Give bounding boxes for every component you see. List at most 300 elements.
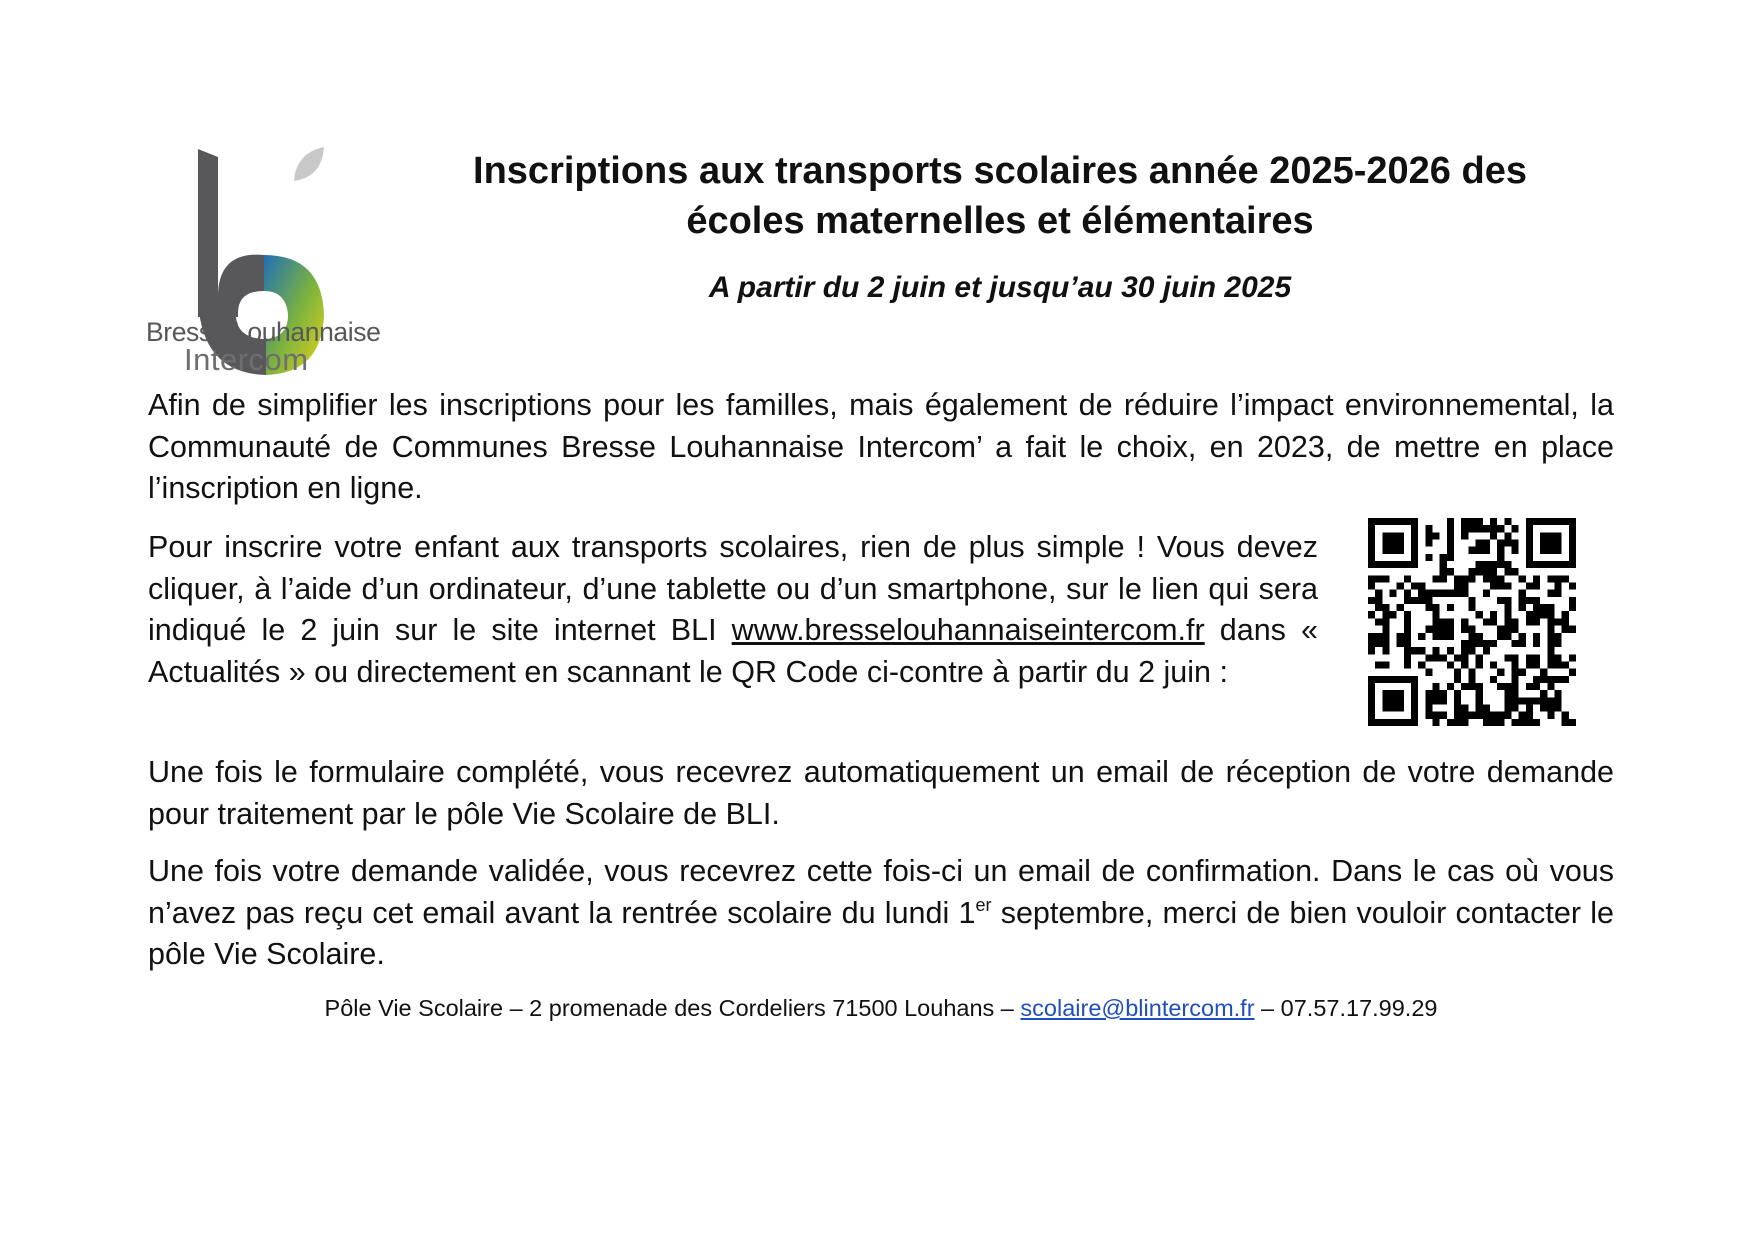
- qr-module: [1425, 590, 1432, 597]
- qr-module: [1411, 676, 1418, 683]
- qr-module: [1425, 525, 1432, 532]
- qr-module: [1375, 633, 1382, 640]
- qr-module: [1368, 704, 1375, 711]
- qr-module: [1497, 683, 1504, 690]
- qr-module: [1547, 611, 1554, 618]
- qr-module: [1382, 540, 1389, 547]
- qr-module: [1511, 676, 1518, 683]
- qr-module: [1382, 719, 1389, 726]
- qr-module: [1511, 654, 1518, 661]
- qr-code-icon: [1368, 518, 1576, 726]
- qr-module: [1533, 575, 1540, 582]
- qr-module: [1504, 633, 1511, 640]
- qr-module: [1468, 568, 1475, 575]
- qr-module: [1554, 640, 1561, 647]
- qr-module: [1468, 669, 1475, 676]
- qr-module: [1404, 575, 1411, 582]
- qr-module: [1447, 590, 1454, 597]
- qr-module: [1533, 719, 1540, 726]
- qr-module: [1511, 618, 1518, 625]
- qr-module: [1425, 690, 1432, 697]
- qr-module: [1461, 518, 1468, 525]
- qr-module: [1375, 561, 1382, 568]
- qr-module: [1382, 518, 1389, 525]
- qr-module: [1433, 633, 1440, 640]
- qr-module: [1461, 712, 1468, 719]
- qr-module: [1533, 604, 1540, 611]
- qr-module: [1562, 712, 1569, 719]
- qr-module: [1368, 525, 1375, 532]
- qr-module: [1440, 697, 1447, 704]
- paragraph-confirmation: [148, 851, 1614, 976]
- qr-module: [1433, 690, 1440, 697]
- qr-module: [1433, 719, 1440, 726]
- qr-module: [1382, 626, 1389, 633]
- qr-module: [1526, 661, 1533, 668]
- qr-module: [1519, 719, 1526, 726]
- qr-module: [1490, 640, 1497, 647]
- qr-module: [1547, 661, 1554, 668]
- qr-module: [1397, 640, 1404, 647]
- qr-module: [1468, 676, 1475, 683]
- qr-module: [1554, 583, 1561, 590]
- qr-module: [1440, 626, 1447, 633]
- qr-module: [1519, 633, 1526, 640]
- qr-module: [1511, 669, 1518, 676]
- qr-module: [1454, 583, 1461, 590]
- qr-module: [1433, 654, 1440, 661]
- qr-module: [1440, 568, 1447, 575]
- qr-module: [1397, 697, 1404, 704]
- qr-module: [1433, 712, 1440, 719]
- qr-module: [1562, 676, 1569, 683]
- qr-module: [1540, 532, 1547, 539]
- qr-module: [1433, 532, 1440, 539]
- qr-module: [1382, 633, 1389, 640]
- qr-module: [1447, 568, 1454, 575]
- qr-module: [1483, 561, 1490, 568]
- qr-module: [1411, 518, 1418, 525]
- qr-module: [1547, 697, 1554, 704]
- qr-module: [1569, 669, 1576, 676]
- qr-module: [1490, 618, 1497, 625]
- qr-module: [1540, 611, 1547, 618]
- qr-module: [1497, 633, 1504, 640]
- qr-module: [1569, 719, 1576, 726]
- qr-module: [1497, 561, 1504, 568]
- qr-module: [1433, 590, 1440, 597]
- qr-module: [1490, 719, 1497, 726]
- qr-module: [1397, 719, 1404, 726]
- qr-module: [1368, 583, 1375, 590]
- qr-module: [1547, 604, 1554, 611]
- qr-module: [1554, 590, 1561, 597]
- qr-module: [1490, 575, 1497, 582]
- qr-module: [1468, 525, 1475, 532]
- qr-module: [1490, 661, 1497, 668]
- qr-module: [1490, 676, 1497, 683]
- qr-module: [1519, 597, 1526, 604]
- qr-module: [1540, 690, 1547, 697]
- qr-module: [1440, 654, 1447, 661]
- qr-module: [1447, 604, 1454, 611]
- qr-module: [1461, 590, 1468, 597]
- qr-module: [1554, 676, 1561, 683]
- qr-module: [1504, 618, 1511, 625]
- qr-module: [1375, 676, 1382, 683]
- qr-module: [1483, 719, 1490, 726]
- qr-module: [1569, 654, 1576, 661]
- qr-module: [1490, 518, 1497, 525]
- qr-module: [1569, 547, 1576, 554]
- qr-module: [1468, 597, 1475, 604]
- qr-module: [1504, 626, 1511, 633]
- qr-module: [1411, 583, 1418, 590]
- qr-module: [1382, 575, 1389, 582]
- qr-module: [1476, 568, 1483, 575]
- qr-module: [1390, 540, 1397, 547]
- qr-module: [1433, 618, 1440, 625]
- qr-module: [1526, 597, 1533, 604]
- qr-module: [1490, 712, 1497, 719]
- qr-module: [1511, 626, 1518, 633]
- qr-module: [1569, 597, 1576, 604]
- qr-module: [1554, 532, 1561, 539]
- qr-module: [1390, 611, 1397, 618]
- qr-module: [1418, 597, 1425, 604]
- qr-module: [1447, 661, 1454, 668]
- qr-module: [1476, 654, 1483, 661]
- qr-module: [1382, 618, 1389, 625]
- qr-module: [1497, 712, 1504, 719]
- qr-module: [1390, 704, 1397, 711]
- qr-module: [1540, 540, 1547, 547]
- qr-module: [1454, 712, 1461, 719]
- qr-module: [1483, 568, 1490, 575]
- qr-module: [1397, 704, 1404, 711]
- qr-module: [1368, 690, 1375, 697]
- qr-module: [1547, 590, 1554, 597]
- qr-module: [1411, 597, 1418, 604]
- qr-module: [1411, 525, 1418, 532]
- qr-module: [1382, 697, 1389, 704]
- qr-module: [1569, 583, 1576, 590]
- qr-module: [1476, 712, 1483, 719]
- qr-module: [1425, 704, 1432, 711]
- qr-module: [1390, 532, 1397, 539]
- qr-module: [1519, 604, 1526, 611]
- qr-module: [1554, 690, 1561, 697]
- qr-module: [1533, 597, 1540, 604]
- qr-module: [1382, 611, 1389, 618]
- qr-module: [1368, 640, 1375, 647]
- qr-module: [1504, 518, 1511, 525]
- qr-module: [1461, 583, 1468, 590]
- qr-module: [1425, 554, 1432, 561]
- qr-module: [1418, 661, 1425, 668]
- qr-module: [1540, 547, 1547, 554]
- qr-module: [1476, 518, 1483, 525]
- paragraph-confirmation-text-a: Une fois votre demande validée, vous recevrez cette fois-ci un email de confirmation. Dans le cas où vous n’avez pas reçu cet email avant la rentrée scolaire du lundi 1: [148, 854, 1614, 930]
- qr-module: [1547, 640, 1554, 647]
- qr-module: [1461, 661, 1468, 668]
- qr-module: [1497, 575, 1504, 582]
- qr-module: [1547, 704, 1554, 711]
- qr-module: [1404, 561, 1411, 568]
- qr-module: [1368, 540, 1375, 547]
- qr-module: [1390, 561, 1397, 568]
- qr-module: [1375, 590, 1382, 597]
- qr-module: [1468, 626, 1475, 633]
- qr-module: [1476, 683, 1483, 690]
- qr-module: [1375, 661, 1382, 668]
- qr-module: [1490, 611, 1497, 618]
- qr-module: [1569, 525, 1576, 532]
- qr-module: [1476, 525, 1483, 532]
- qr-module: [1504, 683, 1511, 690]
- paragraph-instructions: [148, 527, 1318, 693]
- qr-module: [1504, 561, 1511, 568]
- qr-module: [1368, 719, 1375, 726]
- qr-module: [1526, 583, 1533, 590]
- qr-module: [1526, 654, 1533, 661]
- qr-module: [1390, 547, 1397, 554]
- qr-module: [1533, 683, 1540, 690]
- qr-module: [1418, 647, 1425, 654]
- qr-module: [1468, 547, 1475, 554]
- qr-module: [1433, 697, 1440, 704]
- qr-module: [1504, 568, 1511, 575]
- qr-module: [1433, 683, 1440, 690]
- qr-module: [1404, 518, 1411, 525]
- qr-module: [1504, 597, 1511, 604]
- qr-module: [1504, 697, 1511, 704]
- qr-module: [1490, 532, 1497, 539]
- qr-module: [1425, 654, 1432, 661]
- qr-module: [1461, 532, 1468, 539]
- qr-module: [1447, 647, 1454, 654]
- qr-module: [1390, 690, 1397, 697]
- qr-module: [1476, 633, 1483, 640]
- qr-module: [1497, 719, 1504, 726]
- qr-module: [1454, 654, 1461, 661]
- qr-module: [1540, 704, 1547, 711]
- logo-text: [146, 317, 386, 377]
- qr-module: [1504, 583, 1511, 590]
- qr-module: [1461, 575, 1468, 582]
- qr-module: [1526, 704, 1533, 711]
- qr-module: [1562, 575, 1569, 582]
- page-subtitle: A partir du 2 juin et jusqu’au 30 juin 2025: [708, 271, 1292, 304]
- qr-module: [1390, 590, 1397, 597]
- qr-module: [1468, 647, 1475, 654]
- qr-module: [1562, 561, 1569, 568]
- qr-module: [1404, 647, 1411, 654]
- qr-module: [1504, 712, 1511, 719]
- qr-module: [1433, 604, 1440, 611]
- qr-module: [1569, 540, 1576, 547]
- qr-module: [1562, 661, 1569, 668]
- logo-name-line1-text: Bresse Louhannaise: [146, 317, 381, 347]
- qr-module: [1425, 669, 1432, 676]
- qr-module: [1533, 633, 1540, 640]
- qr-module: [1454, 590, 1461, 597]
- qr-module: [1368, 712, 1375, 719]
- qr-module: [1533, 518, 1540, 525]
- qr-module: [1511, 690, 1518, 697]
- qr-module: [1440, 554, 1447, 561]
- qr-module: [1454, 697, 1461, 704]
- qr-module: [1526, 525, 1533, 532]
- qr-module: [1368, 683, 1375, 690]
- qr-module: [1562, 611, 1569, 618]
- qr-module: [1404, 640, 1411, 647]
- qr-module: [1504, 704, 1511, 711]
- qr-module: [1454, 669, 1461, 676]
- qr-module: [1440, 575, 1447, 582]
- qr-module: [1562, 618, 1569, 625]
- qr-module: [1547, 618, 1554, 625]
- qr-module: [1454, 704, 1461, 711]
- qr-module: [1461, 640, 1468, 647]
- qr-module: [1404, 590, 1411, 597]
- qr-module: [1526, 547, 1533, 554]
- qr-module: [1547, 676, 1554, 683]
- qr-module: [1418, 583, 1425, 590]
- qr-module: [1382, 676, 1389, 683]
- qr-module: [1382, 647, 1389, 654]
- qr-module: [1476, 704, 1483, 711]
- qr-module: [1533, 583, 1540, 590]
- qr-module: [1425, 604, 1432, 611]
- qr-module: [1375, 640, 1382, 647]
- qr-module: [1483, 640, 1490, 647]
- qr-module: [1547, 518, 1554, 525]
- qr-module: [1368, 532, 1375, 539]
- qr-module: [1397, 633, 1404, 640]
- qr-module: [1497, 583, 1504, 590]
- qr-module: [1504, 540, 1511, 547]
- qr-module: [1418, 633, 1425, 640]
- qr-module: [1547, 647, 1554, 654]
- footer-address: Pôle Vie Scolaire – 2 promenade des Cordeliers 71500 Louhans –: [324, 995, 1021, 1021]
- qr-module: [1425, 697, 1432, 704]
- qr-module: [1540, 697, 1547, 704]
- paragraph-confirmation-text-b: septembre, merci de bien vouloir contacter le pôle Vie Scolaire.: [148, 895, 1614, 971]
- qr-module: [1533, 661, 1540, 668]
- qr-module: [1562, 719, 1569, 726]
- qr-module: [1490, 561, 1497, 568]
- qr-module: [1375, 719, 1382, 726]
- qr-module: [1411, 540, 1418, 547]
- qr-module: [1454, 676, 1461, 683]
- qr-module: [1368, 597, 1375, 604]
- qr-module: [1397, 540, 1404, 547]
- qr-module: [1511, 661, 1518, 668]
- qr-module: [1540, 561, 1547, 568]
- qr-module: [1468, 518, 1475, 525]
- qr-module: [1483, 590, 1490, 597]
- qr-module: [1411, 561, 1418, 568]
- qr-module: [1375, 618, 1382, 625]
- qr-module: [1569, 532, 1576, 539]
- qr-module: [1404, 626, 1411, 633]
- qr-module: [1547, 654, 1554, 661]
- qr-module: [1540, 518, 1547, 525]
- qr-module: [1397, 604, 1404, 611]
- qr-module: [1440, 712, 1447, 719]
- ordinal-suffix: er: [975, 894, 992, 915]
- qr-module: [1397, 518, 1404, 525]
- website-link[interactable]: www.bresselouhannaiseintercom.fr: [731, 613, 1205, 647]
- qr-module: [1375, 604, 1382, 611]
- qr-module: [1511, 704, 1518, 711]
- qr-module: [1447, 719, 1454, 726]
- qr-module: [1526, 611, 1533, 618]
- qr-module: [1540, 669, 1547, 676]
- qr-module: [1468, 712, 1475, 719]
- qr-module: [1504, 654, 1511, 661]
- qr-module: [1397, 547, 1404, 554]
- qr-module: [1519, 640, 1526, 647]
- qr-module: [1569, 626, 1576, 633]
- qr-module: [1519, 575, 1526, 582]
- qr-module: [1390, 697, 1397, 704]
- qr-module: [1476, 540, 1483, 547]
- qr-module: [1554, 697, 1561, 704]
- qr-module: [1468, 575, 1475, 582]
- title-line1: Inscriptions aux transports scolaires année 2025-2026 des: [473, 150, 1527, 192]
- title-line2: écoles maternelles et élémentaires: [686, 200, 1314, 242]
- paragraph-instructions-text-b: dans « Actualités » ou directement en scannant le QR Code ci-contre à partir du 2 juin :: [148, 613, 1318, 689]
- qr-module: [1526, 540, 1533, 547]
- qr-module: [1483, 712, 1490, 719]
- qr-module: [1404, 719, 1411, 726]
- qr-module: [1447, 547, 1454, 554]
- qr-module: [1411, 547, 1418, 554]
- qr-module: [1411, 554, 1418, 561]
- qr-module: [1468, 633, 1475, 640]
- qr-module: [1368, 561, 1375, 568]
- qr-module: [1497, 540, 1504, 547]
- qr-module: [1554, 661, 1561, 668]
- qr-module: [1547, 532, 1554, 539]
- qr-module: [1483, 618, 1490, 625]
- qr-module: [1533, 561, 1540, 568]
- qr-module: [1569, 561, 1576, 568]
- qr-module: [1461, 683, 1468, 690]
- qr-module: [1497, 626, 1504, 633]
- qr-module: [1497, 597, 1504, 604]
- qr-module: [1368, 547, 1375, 554]
- qr-module: [1483, 540, 1490, 547]
- qr-module: [1447, 525, 1454, 532]
- qr-module: [1368, 633, 1375, 640]
- qr-module: [1461, 647, 1468, 654]
- footer-email-link[interactable]: scolaire@blintercom.fr: [1020, 995, 1255, 1021]
- qr-module: [1511, 547, 1518, 554]
- qr-module: [1447, 626, 1454, 633]
- qr-module: [1454, 575, 1461, 582]
- qr-module: [1554, 704, 1561, 711]
- qr-module: [1390, 719, 1397, 726]
- qr-module: [1562, 518, 1569, 525]
- qr-module: [1404, 676, 1411, 683]
- qr-module: [1554, 575, 1561, 582]
- qr-module: [1526, 683, 1533, 690]
- qr-module: [1483, 547, 1490, 554]
- qr-module: [1433, 575, 1440, 582]
